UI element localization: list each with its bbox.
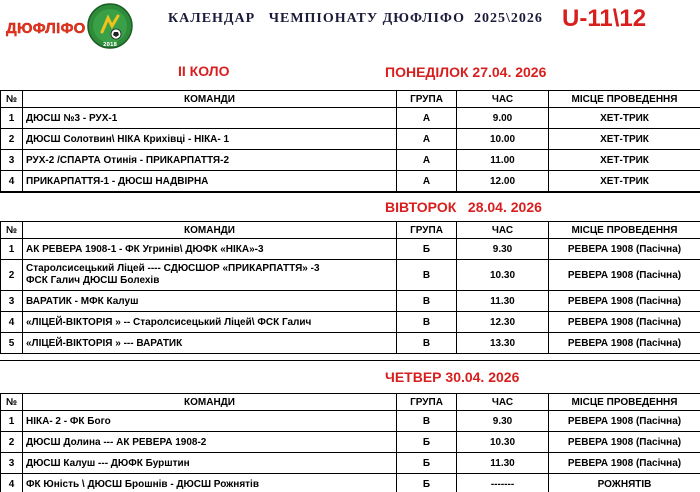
schedule-table (0, 90, 700, 192)
match-time: 12.30 (457, 312, 549, 333)
table-row (1, 312, 700, 333)
col-place: МІСЦЕ ПРОВЕДЕННЯ (549, 91, 700, 108)
match-teams-cell (23, 260, 397, 291)
match-place: РЕВЕРА 1908 (Пасічна) (549, 260, 700, 291)
match-time: 12.00 (457, 171, 549, 192)
match-num: 3 (1, 291, 23, 312)
col-group: ГРУПА (397, 394, 457, 411)
match-num: 1 (1, 108, 23, 129)
match-place: ХЕТ-ТРИК (549, 108, 700, 129)
match-group: В (397, 333, 457, 354)
table-row (1, 150, 700, 171)
day-date: ЧЕТВЕР 30.04. 2026 (385, 369, 520, 385)
schedule-table (0, 221, 700, 354)
table-row (1, 239, 700, 260)
match-time: 10.30 (457, 432, 549, 453)
match-num: 4 (1, 171, 23, 192)
match-group: А (397, 129, 457, 150)
match-num: 2 (1, 432, 23, 453)
match-num: 1 (1, 411, 23, 432)
match-num: 5 (1, 333, 23, 354)
table-row (1, 291, 700, 312)
col-teams: КОМАНДИ (23, 91, 397, 108)
match-place: РЕВЕРА 1908 (Пасічна) (549, 291, 700, 312)
match-place: РЕВЕРА 1908 (Пасічна) (549, 432, 700, 453)
match-group: А (397, 171, 457, 192)
col-teams: КОМАНДИ (23, 394, 397, 411)
logo-text: ДЮФЛІФО (6, 20, 86, 37)
match-num: 3 (1, 453, 23, 474)
col-time: ЧАС (457, 91, 549, 108)
day-date: ПОНЕДІЛОК 27.04. 2026 (385, 64, 547, 80)
col-group: ГРУПА (397, 91, 457, 108)
match-teams: Старолсисецький Ліцей ---- СДЮСШОР «ПРИКАРПАТТЯ» -3 (26, 263, 320, 274)
section-divider (0, 192, 700, 193)
match-group: Б (397, 474, 457, 492)
match-place: РОЖНЯТІВ (549, 474, 700, 492)
col-group: ГРУПА (397, 222, 457, 239)
match-group: В (397, 291, 457, 312)
table-row (1, 171, 700, 192)
match-time: 11.00 (457, 150, 549, 171)
table-row (1, 411, 700, 432)
match-time: 11.30 (457, 453, 549, 474)
match-time: 10.30 (457, 260, 549, 291)
col-num: № (1, 394, 23, 411)
match-place: РЕВЕРА 1908 (Пасічна) (549, 312, 700, 333)
logo-badge-icon (86, 2, 134, 50)
match-place: РЕВЕРА 1908 (Пасічна) (549, 333, 700, 354)
col-num: № (1, 222, 23, 239)
match-place: РЕВЕРА 1908 (Пасічна) (549, 453, 700, 474)
section-divider (0, 360, 700, 361)
match-place: РЕВЕРА 1908 (Пасічна) (549, 411, 700, 432)
day-date: ВІВТОРОК 28.04. 2026 (385, 199, 542, 215)
table-row (1, 129, 700, 150)
schedule-table (0, 393, 700, 492)
round-title: ІІ КОЛО (178, 63, 230, 79)
match-group: А (397, 150, 457, 171)
match-num: 4 (1, 312, 23, 333)
match-place: ХЕТ-ТРИК (549, 171, 700, 192)
table-row (1, 260, 700, 291)
match-teams: ДЮСШ Долина --- АК РЕВЕРА 1908-2 (23, 432, 397, 453)
match-time: ------- (457, 474, 549, 492)
logo-year: 2018 (103, 42, 117, 48)
match-time: 9.00 (457, 108, 549, 129)
match-teams-line2: ФСК Галич ДЮСШ Болехів (26, 275, 160, 286)
match-num: 4 (1, 474, 23, 492)
match-group: В (397, 260, 457, 291)
table-header-row (1, 91, 700, 108)
match-teams: «ЛІЦЕЙ-ВІКТОРІЯ » --- ВАРАТИК (23, 333, 397, 354)
match-group: Б (397, 453, 457, 474)
table-row (1, 333, 700, 354)
match-teams: ДЮСШ Калуш --- ДЮФК Бурштин (23, 453, 397, 474)
table-row (1, 432, 700, 453)
match-num: 2 (1, 260, 23, 291)
match-num: 1 (1, 239, 23, 260)
match-time: 13.30 (457, 333, 549, 354)
table-row (1, 474, 700, 492)
col-teams: КОМАНДИ (23, 222, 397, 239)
match-group: А (397, 108, 457, 129)
col-place: МІСЦЕ ПРОВЕДЕННЯ (549, 222, 700, 239)
match-place: ХЕТ-ТРИК (549, 129, 700, 150)
match-teams: «ЛІЦЕЙ-ВІКТОРІЯ » -- Старолсисецький Ліцей\ ФСК Галич (23, 312, 397, 333)
col-num: № (1, 91, 23, 108)
match-group: Б (397, 432, 457, 453)
match-teams: ПРИКАРПАТТЯ-1 - ДЮСШ НАДВІРНА (23, 171, 397, 192)
match-time: 9.30 (457, 239, 549, 260)
match-teams: ВАРАТИК - МФК Калуш (23, 291, 397, 312)
table-header-row (1, 394, 700, 411)
match-group: Б (397, 239, 457, 260)
page-title: КАЛЕНДАР ЧЕМПІОНАТУ ДЮФЛІФО 2025\2026 (168, 11, 543, 26)
col-time: ЧАС (457, 394, 549, 411)
age-group: U-11\12 (562, 5, 647, 32)
col-place: МІСЦЕ ПРОВЕДЕННЯ (549, 394, 700, 411)
match-time: 11.30 (457, 291, 549, 312)
match-teams: ФК Юність \ ДЮСШ Брошнів - ДЮСШ Рожнятів (23, 474, 397, 492)
match-place: ХЕТ-ТРИК (549, 150, 700, 171)
match-teams: НІКА- 2 - ФК Бого (23, 411, 397, 432)
match-num: 2 (1, 129, 23, 150)
match-teams: РУХ-2 /СПАРТА Отинія - ПРИКАРПАТТЯ-2 (23, 150, 397, 171)
match-time: 9.30 (457, 411, 549, 432)
match-teams: ДЮСШ №3 - РУХ-1 (23, 108, 397, 129)
logo (6, 2, 132, 54)
table-row (1, 453, 700, 474)
match-teams: АК РЕВЕРА 1908-1 - ФК Угринів\ ДЮФК «НІКА»-3 (23, 239, 397, 260)
match-time: 10.00 (457, 129, 549, 150)
col-time: ЧАС (457, 222, 549, 239)
table-header-row (1, 222, 700, 239)
match-group: В (397, 411, 457, 432)
match-place: РЕВЕРА 1908 (Пасічна) (549, 239, 700, 260)
match-teams: ДЮСШ Солотвин\ НІКА Крихівці - НІКА- 1 (23, 129, 397, 150)
match-num: 3 (1, 150, 23, 171)
match-group: В (397, 312, 457, 333)
table-row (1, 108, 700, 129)
